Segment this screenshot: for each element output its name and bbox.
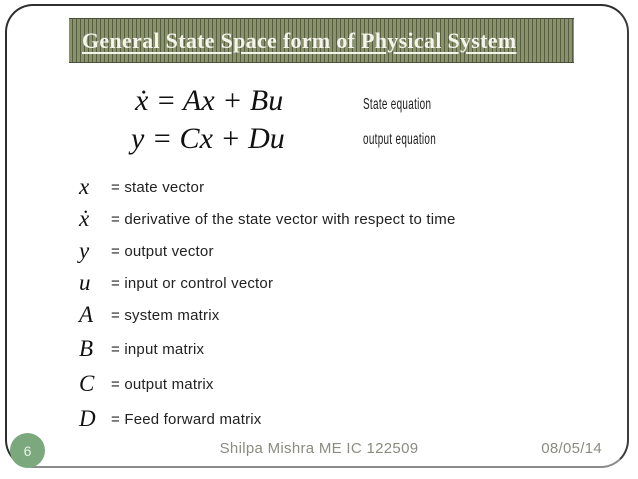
state-equation-formula: ẋ = Ax + Bu bbox=[135, 84, 284, 117]
output-equation-formula: y = Cx + Du bbox=[131, 122, 285, 155]
state-equation-label: State equation bbox=[363, 96, 432, 113]
definition-row-x bbox=[79, 175, 204, 199]
title-bar bbox=[69, 18, 574, 63]
definition-text: = system matrix bbox=[111, 306, 220, 324]
page-number-badge: 6 bbox=[10, 433, 45, 468]
definition-text: = Feed forward matrix bbox=[111, 410, 262, 428]
definition-row-B bbox=[79, 337, 204, 361]
footer-author: Shilpa Mishra ME IC 122509 bbox=[219, 440, 419, 457]
slide-canvas bbox=[5, 4, 629, 468]
definition-row-y bbox=[79, 239, 214, 263]
definition-symbol: u bbox=[79, 270, 91, 295]
definition-row-u bbox=[79, 271, 273, 295]
definition-text: = input or control vector bbox=[111, 274, 274, 292]
definition-symbol: A bbox=[79, 302, 94, 327]
definition-row-C bbox=[79, 372, 214, 396]
definition-symbol: C bbox=[79, 371, 95, 396]
output-equation-label: output equation bbox=[363, 131, 437, 148]
definition-text: = output matrix bbox=[111, 375, 214, 393]
definition-text: = output vector bbox=[111, 242, 214, 260]
definition-text: = derivative of the state vector with respect to time bbox=[111, 210, 456, 228]
slide-title: General State Space form of Physical System bbox=[82, 27, 517, 53]
definition-text: = state vector bbox=[111, 178, 205, 196]
definition-symbol: y bbox=[79, 238, 90, 263]
definition-row-A bbox=[79, 303, 219, 327]
definition-symbol: B bbox=[79, 336, 94, 361]
definition-row-xdot bbox=[79, 207, 456, 231]
definition-row-D bbox=[79, 407, 262, 431]
definition-symbol: ẋ bbox=[79, 206, 90, 231]
definition-symbol: D bbox=[79, 406, 96, 431]
footer-date: 08/05/14 bbox=[541, 440, 602, 457]
definition-text: = input matrix bbox=[111, 340, 205, 358]
definition-symbol: x bbox=[79, 174, 90, 199]
